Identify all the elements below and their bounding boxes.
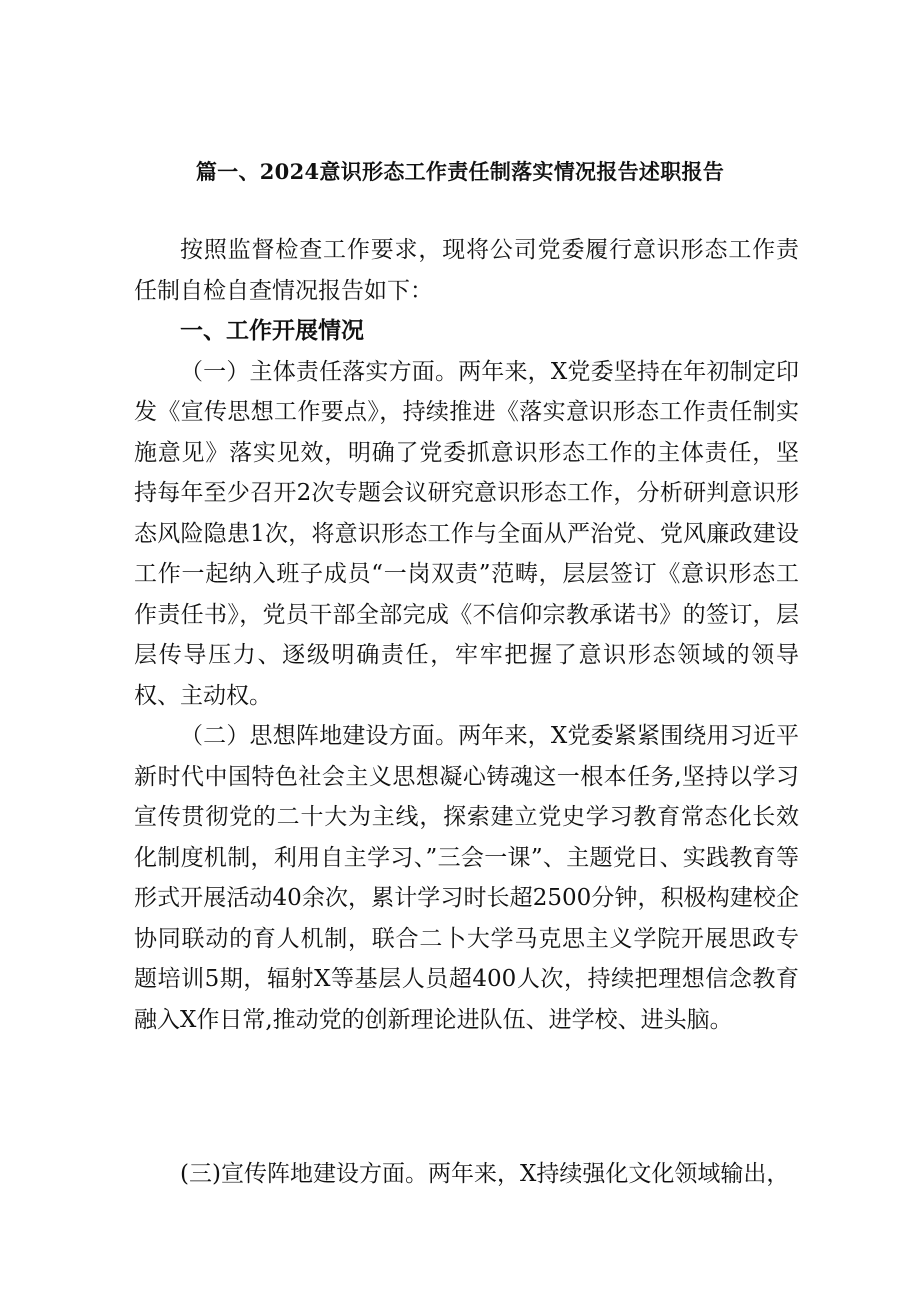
document-body-continued <box>134 1154 799 1195</box>
section-heading: 一、工作开展情况 <box>180 318 364 344</box>
paragraph-publicity-front: (三)宣传阵地建设方面。两年来，X持续强化文化领域输出， <box>180 1161 790 1187</box>
paragraph-ideological-front: （二）思想阵地建设方面。两年来，X党委紧紧围绕用习近平新时代中国特色社会主义思想凝心铸魂这一根本任务,坚持以学习宣传贯彻党的二十大为主线，探索建立党史学习教育常态化长效化制度机制，利用自主学习、”三会一课”、主题党日、实践教育等形式开展活动40余次，累计学习时长超2500分钟，积极构建校企协同联动的育人机制，联合二卜大学马克思主义学院开展思政专题培训5期，辐射X等基层人员超400人次，持续把理想信念教育融入X作日常,推动党的创新理论进队伍、进学校、进头脑。 <box>134 723 799 1033</box>
document-body <box>134 230 799 1040</box>
paragraph-main-responsibility: （一）主体责任落实方面。两年来，X党委坚持在年初制定印发《宣传思想工作要点》，持续推进《落实意识形态工作责任制实施意见》落实见效，明确了党委抓意识形态工作的主体责任，坚持每年至少召开2次专题会议研究意识形态工作，分析研判意识形态风险隐患1次，将意识形态工作与全面从严治党、党风廉政建设工作一起纳入班子成员“一岗双责”范畴，层层签订《意识形态工作责任书》，党员干部全部完成《不信仰宗教承诺书》的签订，层层传导压力、逐级明确责任，牢牢把握了意识形态领域的领导权、主动权。 <box>134 358 799 709</box>
document-title: 篇一、2024意识形态工作责任制落实情况报告述职报告 <box>195 159 725 184</box>
intro-paragraph: 按照监督检查工作要求，现将公司党委履行意识形态工作责任制自检自查情况报告如下： <box>134 237 799 304</box>
